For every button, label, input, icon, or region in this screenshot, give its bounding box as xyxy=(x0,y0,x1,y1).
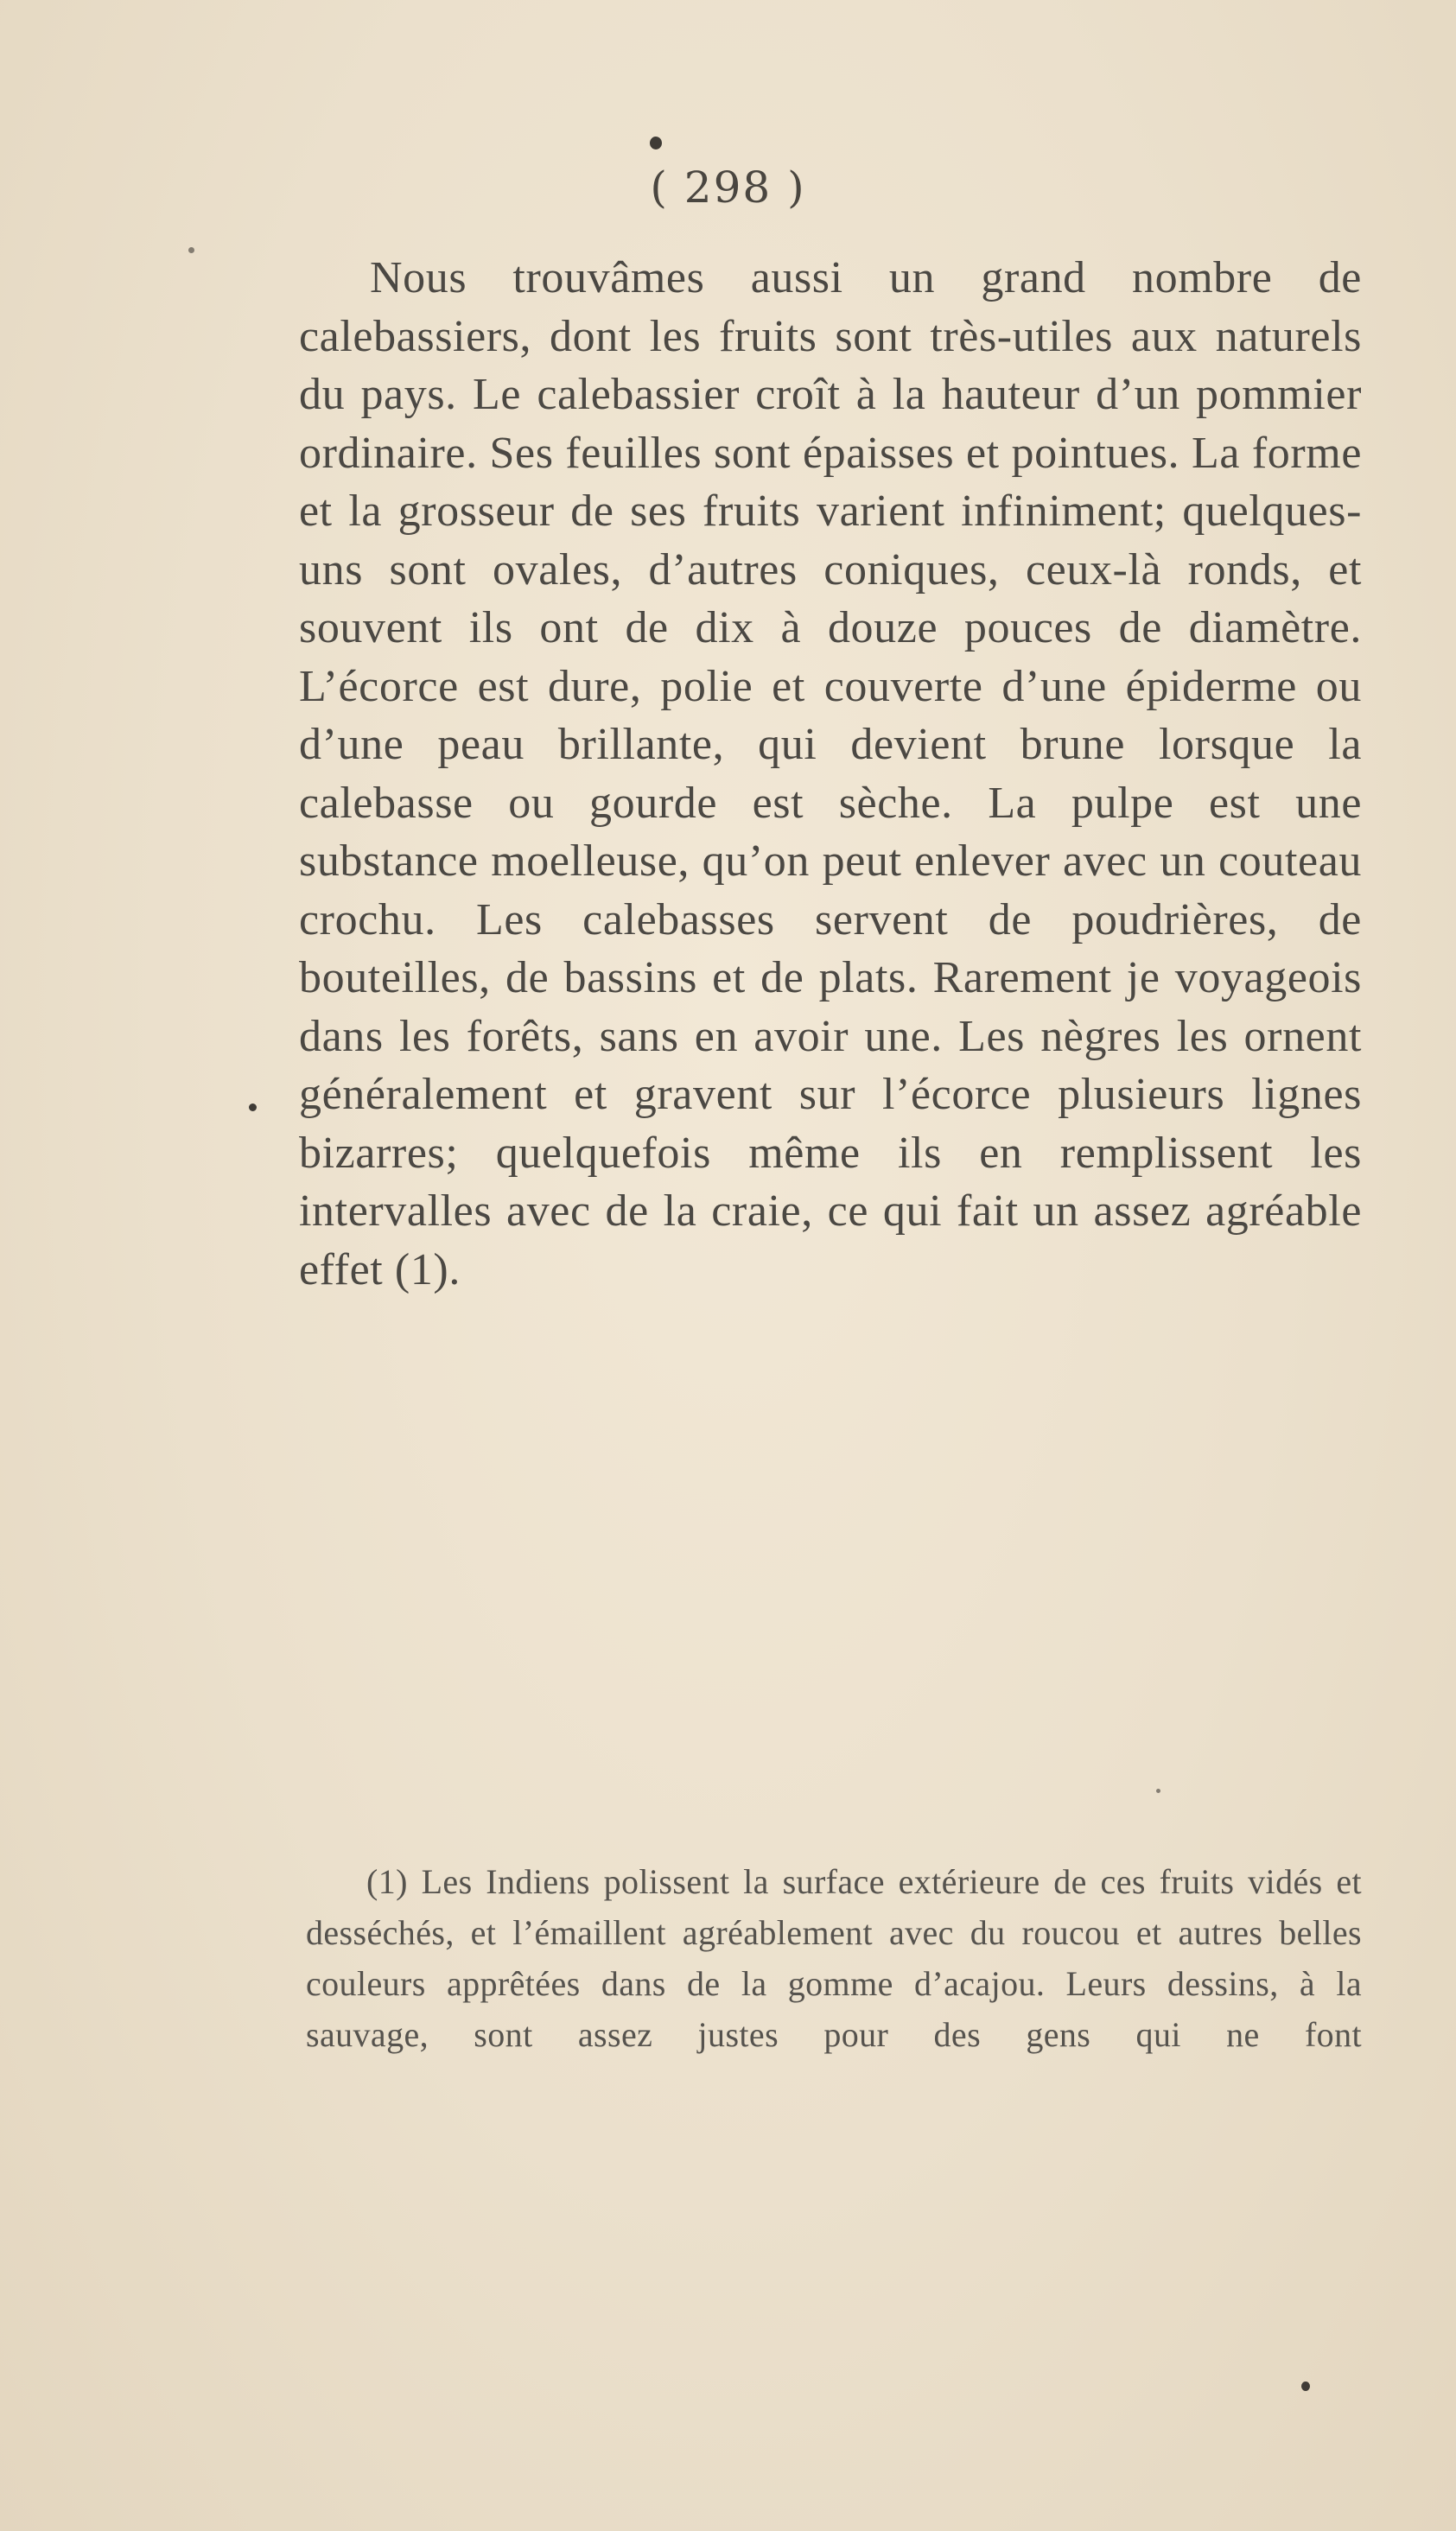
paragraph: Nous trouvâmes aussi un grand nombre de calebassiers, dont les fruits sont très-utiles aux naturels du pays. Le calebassier croît à la hauteur d’un pommier ordinaire. Ses feuilles sont épaisses et pointues. La forme et la grosseur de ses fruits varient infiniment; quelques-uns sont ovales, d’autres coniques, ceux-là ronds, et souvent ils ont de dix à douze pouces de diamètre. L’écorce est dure, polie et couverte d’une épiderme ou d’une peau brillante, qui devient brune lorsque la calebasse ou gourde est sèche. La pulpe est une substance moelleuse, qu’on peut enlever avec un couteau crochu. Les calebasses servent de poudrières, de bouteilles, de bassins et de plats. Rarement je voyageois dans les forêts, sans en avoir une. Les nègres les ornent généralement et gravent sur l’écorce plusieurs lignes bizarres; quelquefois même ils en remplissent les intervalles avec de la craie, ce qui fait un assez agréable effet (1). xyxy=(299,253,1362,1294)
footnote-text: (1) Les Indiens polissent la surface extérieure de ces fruits vidés et desséchés, et l’émaillent agréablement avec du roucou et autres belles couleurs apprêtées dans de la gomme d’acajou. Leurs dessins, à la sauvage, sont assez justes pour des gens qui ne font xyxy=(306,1862,1362,2054)
main-text xyxy=(299,249,1362,1299)
ink-speck xyxy=(188,247,194,253)
footnote xyxy=(306,1856,1362,2060)
ink-speck xyxy=(249,1103,257,1111)
ink-speck xyxy=(1301,2382,1310,2391)
ink-speck xyxy=(1156,1789,1160,1793)
page-number: ( 298 ) xyxy=(650,162,806,213)
ink-speck xyxy=(650,137,662,149)
